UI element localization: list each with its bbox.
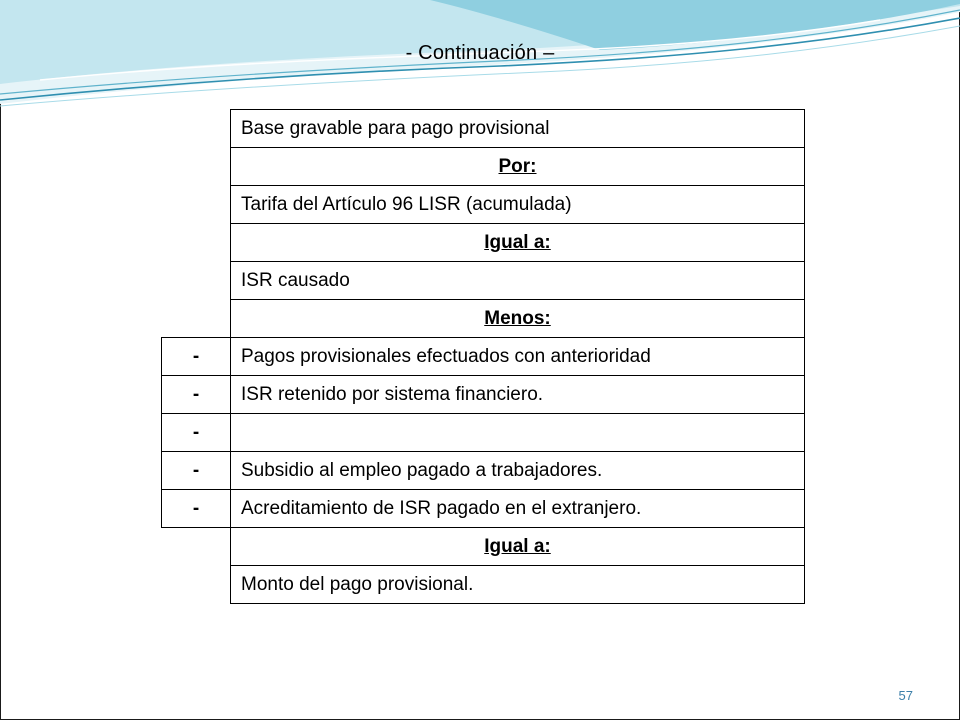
table-row — [162, 452, 805, 490]
table-row — [162, 110, 805, 148]
provisional-payment-calculation-table — [161, 109, 805, 604]
table-row — [162, 490, 805, 528]
row-sign — [162, 186, 231, 224]
table-row — [162, 186, 805, 224]
row-operator-heading: Igual a: — [231, 224, 805, 262]
table-row — [162, 566, 805, 604]
row-sign — [162, 300, 231, 338]
row-description: ISR retenido por sistema financiero. — [231, 376, 805, 414]
table-row — [162, 338, 805, 376]
row-sign — [162, 528, 231, 566]
row-description: Acreditamiento de ISR pagado en el extranjero. — [231, 490, 805, 528]
row-sign — [162, 224, 231, 262]
row-description: ISR causado — [231, 262, 805, 300]
row-sign: - — [162, 414, 231, 452]
row-description: Pagos provisionales efectuados con anterioridad — [231, 338, 805, 376]
row-description: Subsidio al empleo pagado a trabajadores. — [231, 452, 805, 490]
row-sign: - — [162, 338, 231, 376]
table-row — [162, 262, 805, 300]
row-sign — [162, 262, 231, 300]
row-description: Tarifa del Artículo 96 LISR (acumulada) — [231, 186, 805, 224]
row-description: Monto del pago provisional. — [231, 566, 805, 604]
slide-title: - Continuación – — [405, 42, 555, 64]
calculation-table-container — [161, 109, 805, 604]
row-operator-heading: Igual a: — [231, 528, 805, 566]
table-row — [162, 224, 805, 262]
row-description: Base gravable para pago provisional — [231, 110, 805, 148]
table-row — [162, 414, 805, 452]
row-operator-heading: Menos: — [231, 300, 805, 338]
table-row — [162, 376, 805, 414]
table-row — [162, 300, 805, 338]
row-operator-heading: Por: — [231, 148, 805, 186]
table-row — [162, 528, 805, 566]
row-sign — [162, 566, 231, 604]
row-sign: - — [162, 452, 231, 490]
row-sign — [162, 148, 231, 186]
row-sign: - — [162, 490, 231, 528]
table-row — [162, 148, 805, 186]
page-number: 57 — [898, 688, 913, 703]
row-sign — [162, 110, 231, 148]
row-description — [231, 414, 805, 452]
row-sign: - — [162, 376, 231, 414]
